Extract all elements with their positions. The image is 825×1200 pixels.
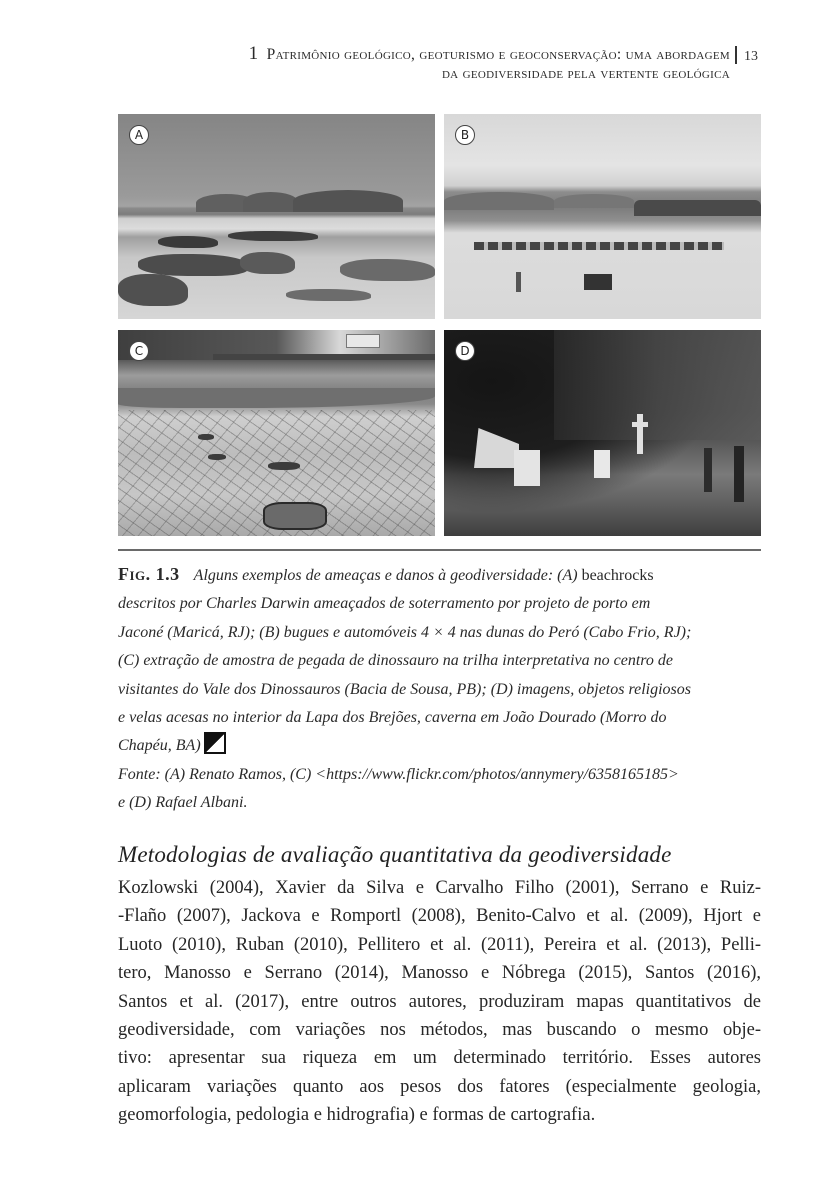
caption-upright-word: beachrocks [581,567,654,584]
person-shape [704,448,712,492]
figure-caption [118,560,768,818]
hill-shape [293,190,403,212]
caption-line: Jaconé (Maricá, RJ); (B) bugues e automóveis 4 × 4 nas dunas do Peró (Cabo Frio, RJ); [118,623,692,641]
source-line: e (D) Rafael Albani. [118,794,248,812]
photo-panel-c [118,330,435,536]
running-header [0,44,730,83]
figure-label: Fig. 1.3 [118,564,180,584]
paragraph-line: tivo: apresentar sua riqueza em um determinado território. Esses autores [118,1048,761,1069]
color-version-icon [204,732,226,754]
running-header-line-1 [0,44,730,64]
chapter-title-line-2: da geodiversidade pela vertente geológica [441,65,730,82]
caption-line: e velas acesas no interior da Lapa dos Brejões, caverna em João Dourado (Morro do [118,709,667,727]
photo-panel-d [444,330,761,536]
rock-shape [158,236,218,248]
cross-shape [632,422,648,427]
stream-shape [118,388,435,408]
person-shape [516,272,521,292]
hill-shape [554,194,634,208]
paragraph-line: aplicaram variações quanto aos pesos dos fatores (especialmente geologia, [118,1076,761,1097]
panel-label-d: D [455,341,475,361]
tree-line-shape [634,200,761,216]
paragraph-line: Kozlowski (2004), Xavier da Silva e Carvalho Filho (2001), Serrano e Ruiz- [118,878,761,898]
cloth-shape [514,450,540,486]
photo-panel-a [118,114,435,319]
footprint-shape [268,462,300,470]
source-line: Fonte: (A) Renato Ramos, (C) <https://www.flickr.com/photos/annymery/6358165185> [118,765,679,783]
figure-divider [118,549,761,551]
paragraph-line: geomorfologia, pedologia e hidrografia) e formas de cartografia. [118,1105,596,1126]
rock-shape [340,259,435,281]
hill-shape [243,192,298,212]
footprint-shape [263,502,327,530]
caption-line [118,732,768,760]
footprint-shape [208,454,226,460]
tarp-shape [474,428,519,468]
caption-line: descritos por Charles Darwin ameaçados de soterramento por projeto de porto em [118,595,651,613]
caption-line [118,560,768,590]
footprint-shape [198,434,214,440]
chapter-title-line-1: Patrimônio geológico, geoturismo e geoconservação: uma abordagem [266,46,730,63]
page-number: 13 [744,49,758,64]
caption-line: visitantes do Vale dos Dinossauros (Bacia de Sousa, PB); (D) imagens, objetos religiosos [118,680,691,698]
sign-shape [346,334,380,348]
header-separator [735,46,737,64]
vehicle-row-shape [474,242,724,250]
photo-panel-b [444,114,761,319]
paragraph-line: Luoto (2010), Ruban (2010), Pellitero et al. (2011), Pereira et al. (2013), Pelli- [118,934,761,955]
panel-label-b: B [455,125,475,145]
panel-label-c: C [129,341,149,361]
paragraph-line: -Flaño (2007), Jackova e Romportl (2008), Benito-Calvo et al. (2009), Hjort e [118,906,761,927]
bridge-shape [213,354,435,360]
rock-shape [240,252,295,274]
cross-shape [637,414,643,454]
rock-shape [138,254,248,276]
person-shape [734,446,744,502]
panel-label-a: A [129,125,149,145]
paragraph-line: geodiversidade, com variações nos métodos, mas buscando o mesmo obje- [118,1020,761,1041]
rock-shape [228,231,318,241]
vehicle-shape [584,274,612,290]
caption-text: Chapéu, BA) [118,737,201,755]
paragraph-line: Santos et al. (2017), entre outros autores, produziram mapas quantitativos de [118,991,761,1012]
rock-shape [286,289,371,301]
cloth-shape [594,450,610,478]
hill-shape [444,192,554,210]
cave-wall-shape [554,330,761,440]
body-paragraph [118,874,761,1130]
rock-shape [118,274,188,306]
caption-line: (C) extração de amostra de pegada de dinossauro na trilha interpretativa no centro de [118,652,674,670]
caption-text: Alguns exemplos de ameaças e danos à geodiversidade: (A) [193,567,582,584]
section-title: Metodologias de avaliação quantitativa da geodiversidade [118,842,672,867]
chapter-number: 1 [248,43,259,64]
paragraph-line: tero, Manosso e Serrano (2014), Manosso e Nóbrega (2015), Santos (2016), [118,963,761,984]
